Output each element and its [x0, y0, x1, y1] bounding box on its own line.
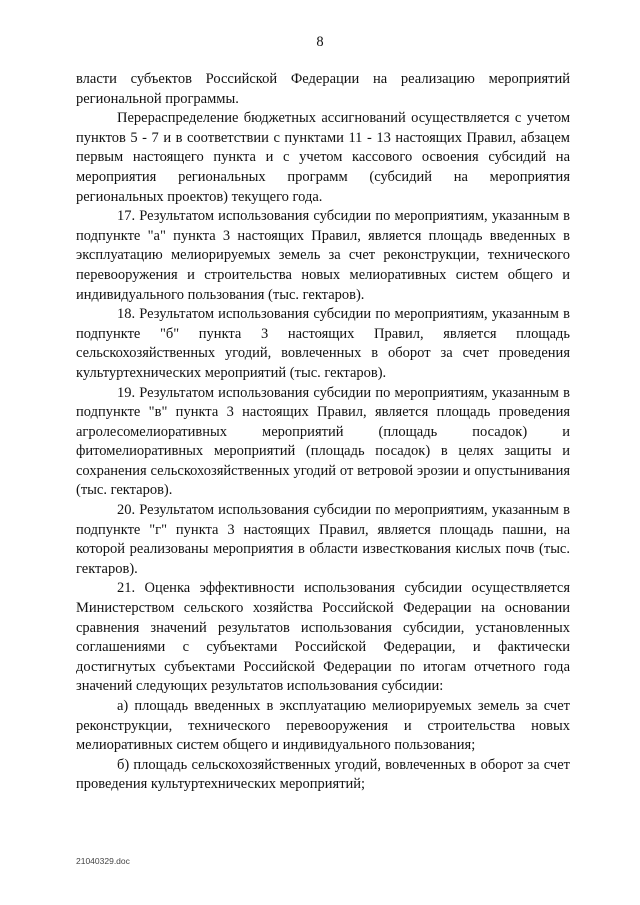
paragraph-continuation: власти субъектов Российской Федерации на реализацию мероприятий региональной программы. — [76, 71, 570, 107]
paragraph-20: 20. Результатом использования субсидии по мероприятиям, указанным в подпункте "г" пункта 3 настоящих Правил, является площадь пашни, на которой реализованы мероприятия в области известкования кислых почв (тыс. гектаров). — [76, 502, 570, 577]
paragraph-21-item-b: б) площадь сельскохозяйственных угодий, вовлеченных в оборот за счет проведения культуртехнических мероприятий; — [76, 756, 570, 793]
document-file-code: 21040329.doc — [76, 856, 130, 866]
document-body — [76, 70, 570, 795]
paragraph-18: 18. Результатом использования субсидии по мероприятиям, указанным в подпункте "б" пункта 3 настоящих Правил, является площадь сельскохозяйственных угодий, вовлеченных в оборот за счет проведения культуртехнических мероприятий (тыс. гектаров). — [76, 306, 570, 381]
paragraph-redistribution: Перераспределение бюджетных ассигнований осуществляется с учетом пунктов 5 - 7 и в соответствии с пунктами 11 - 13 настоящих Правил, абзацем первым настоящего пункта и с учетом кассового освоения субсидий на мероприятия региональных программ (субсидий на мероприятия региональных проектов) текущего года. — [76, 110, 570, 205]
paragraph-21: 21. Оценка эффективности использования субсидии осуществляется Министерством сельского хозяйства Российской Федерации на основании сравнения значений результатов использования субсидии, установленных соглашениями с субъектами Российской Федерации, и фактически достигнутых субъектами Российской Федерации по итогам отчетного года значений следующих результатов использования субсидии: — [76, 580, 570, 695]
paragraph-17: 17. Результатом использования субсидии по мероприятиям, указанным в подпункте "а" пункта 3 настоящих Правил, является площадь введенных в эксплуатацию мелиорируемых земель за счет реконструкции, технического перевооружения и строительства новых мелиоративных систем общего и индивидуального пользования (тыс. гектаров). — [76, 208, 570, 303]
paragraph-21-item-a: а) площадь введенных в эксплуатацию мелиорируемых земель за счет реконструкции, технического перевооружения и строительства новых мелиоративных систем общего и индивидуального пользования; — [76, 698, 570, 754]
paragraph-19: 19. Результатом использования субсидии по мероприятиям, указанным в подпункте "в" пункта 3 настоящих Правил, является площадь проведения агролесомелиоративных мероприятий (площадь посадок) и фитомелиоративных мероприятий (площадь посадок) в целях защиты и сохранения сельскохозяйственных угодий от ветровой эрозии и опустынивания (тыс. гектаров). — [76, 384, 570, 499]
page-number: 8 — [316, 34, 324, 50]
